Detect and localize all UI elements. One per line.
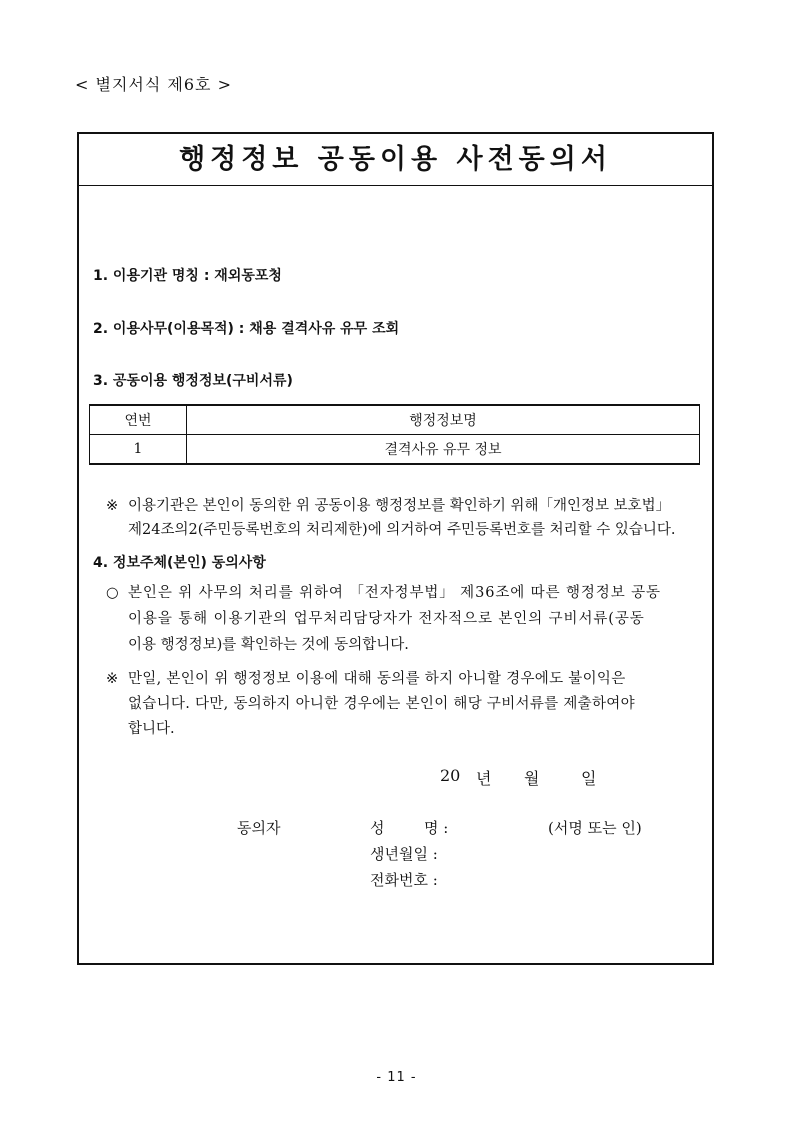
note-text: 합니다.	[128, 721, 175, 737]
birthdate-label: 생년월일 :	[370, 845, 438, 863]
name-label-second: 명 :	[424, 819, 449, 837]
signature-note: (서명 또는 인)	[548, 819, 642, 837]
note-marker: ※	[106, 498, 119, 514]
date-day-label: 일	[581, 769, 597, 788]
page-number: - 11 -	[376, 1070, 417, 1085]
consent-text: 본인은 위 사무의 처리를 위하여 「전자정부법」 제36조에 따른 행정정보 공동	[128, 585, 661, 601]
table-header-row	[90, 405, 700, 435]
note-text: 이용기관은 본인이 동의한 위 공동이용 행정정보를 확인하기 위해「개인정보 보호법」	[128, 498, 671, 514]
note-marker: ※	[106, 671, 119, 687]
info-table	[89, 404, 700, 465]
phone-label: 전화번호 :	[370, 871, 438, 889]
disadvantage-note	[106, 667, 626, 688]
consent-text: 이용을 통해 이용기관의 업무처리담당자가 전자적으로 본인의 구비서류(공동	[128, 611, 645, 627]
table-cell: 결격사유 유무 정보	[187, 435, 700, 465]
name-label-first: 성	[370, 819, 385, 837]
consent-item	[106, 581, 661, 602]
section-3-shared-info: 3. 공동이용 행정정보(구비서류)	[93, 373, 293, 389]
privacy-note	[106, 494, 670, 515]
note-text: 제24조의2(주민등록번호의 처리제한)에 의거하여 주민등록번호를 처리할 수 있습니다.	[128, 522, 676, 538]
circle-marker: ○	[106, 585, 119, 601]
section-2-purpose: 2. 이용사무(이용목적) : 채용 결격사유 유무 조회	[93, 321, 400, 337]
consent-text: 이용 행정정보)를 확인하는 것에 동의합니다.	[128, 637, 409, 653]
note-text: 없습니다. 다만, 동의하지 아니한 경우에는 본인이 해당 구비서류를 제출하여야	[128, 696, 635, 712]
table-cell: 1	[90, 435, 187, 465]
form-title: 행정정보 공동이용 사전동의서	[179, 144, 612, 175]
form-number-label: < 별지서식 제6호 >	[75, 75, 232, 94]
consenter-label: 동의자	[237, 819, 281, 837]
table-header-cell: 연번	[90, 405, 187, 435]
note-text: 만일, 본인이 위 행정정보 이용에 대해 동의를 하지 아니할 경우에도 불이익은	[128, 671, 626, 687]
table-row	[90, 435, 700, 465]
date-year-prefix: 20	[440, 766, 461, 785]
table-header-cell: 행정정보명	[187, 405, 700, 435]
section-1-agency-name: 1. 이용기관 명칭 : 재외동포청	[93, 268, 282, 284]
date-month-label: 월	[524, 769, 540, 788]
date-year-label: 년	[476, 769, 492, 788]
title-bar	[79, 134, 712, 186]
consent-form-frame	[77, 132, 714, 965]
section-4-consent: 4. 정보주체(본인) 동의사항	[93, 555, 266, 571]
